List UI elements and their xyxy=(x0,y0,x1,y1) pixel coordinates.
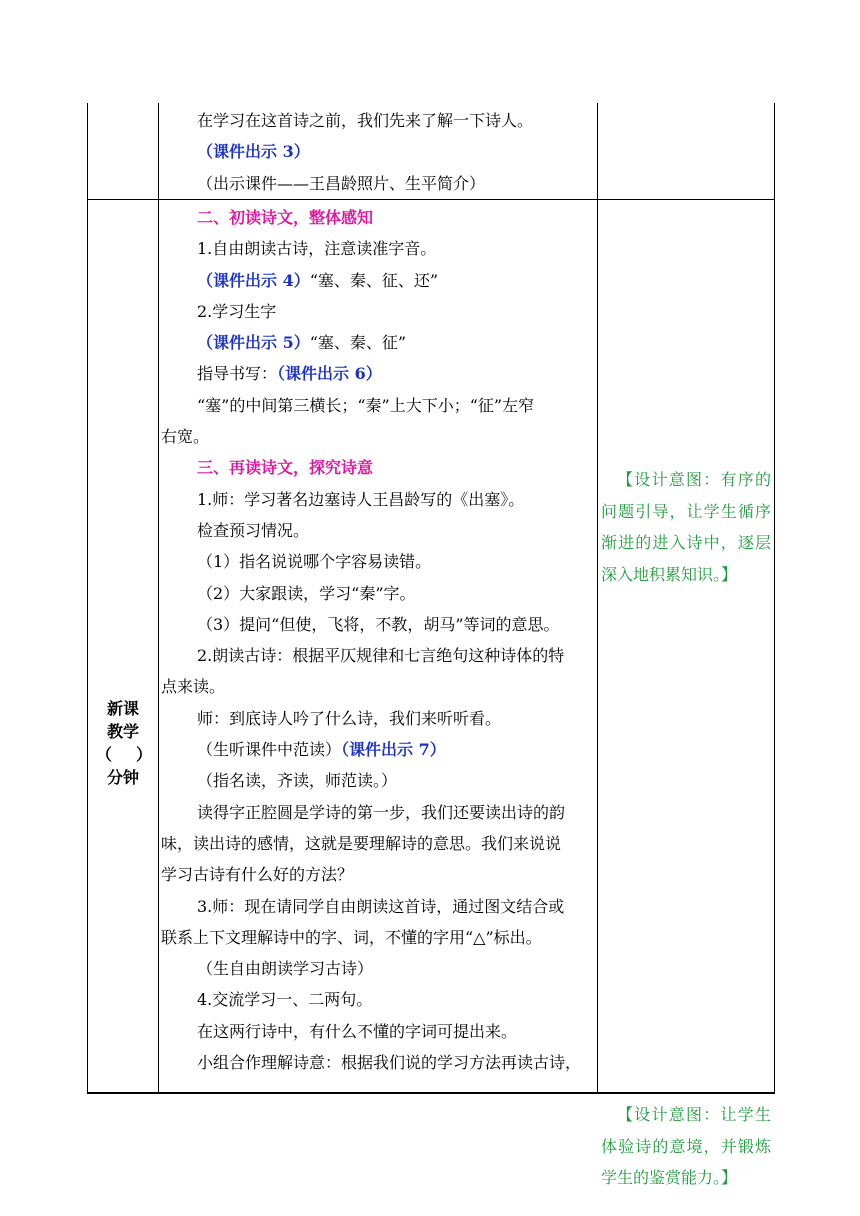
content-line: 小组合作理解诗意：根据我们说的学习方法再读古诗， xyxy=(197,1053,582,1073)
design-intent-cell xyxy=(598,103,775,200)
stage-label-cell xyxy=(88,200,159,1094)
content-line: 在这两行诗中，有什么不懂的字词可提出来。 xyxy=(197,1021,518,1041)
content-line: 4.交流学习一、二两句。 xyxy=(197,990,373,1010)
content-line: 点来读。 xyxy=(161,677,226,697)
content-line: 联系上下文理解诗中的字、词，不懂的字用“△”标出。 xyxy=(161,927,542,947)
stage-label-line: 新课 xyxy=(106,699,139,718)
content-line xyxy=(161,327,595,358)
content-line: 右宽。 xyxy=(161,427,210,447)
content-line: 2.学习生字 xyxy=(197,301,277,321)
content-line: 学习古诗有什么好的方法？ xyxy=(161,865,354,885)
content-line: 检查预习情况。 xyxy=(197,520,310,540)
content-cell xyxy=(159,103,598,200)
content-line xyxy=(161,734,595,765)
courseware-note: （课件出示 5） xyxy=(197,333,310,353)
courseware-note: （课件出示 3） xyxy=(197,142,310,162)
design-intent-note: 【设计意图：让学生体验诗的意境，并锻炼学生的鉴赏能力。】 xyxy=(601,1105,771,1187)
open-paren: （ xyxy=(96,745,113,764)
content-line: 3.师：现在请同学自由朗读这首诗，通过图文结合或 xyxy=(197,896,565,916)
content-text: （生听课件中范读） xyxy=(197,740,342,760)
courseware-note: （课件出示 4） xyxy=(197,270,310,290)
stage-label-line: 分钟 xyxy=(106,768,139,787)
courseware-note: （课件出示 6） xyxy=(277,364,382,384)
courseware-note: （课件出示 7） xyxy=(341,740,446,760)
content-line: （生自由朗读学习古诗） xyxy=(197,959,374,979)
design-intent-note: 【设计意图：有序的问题引导，让学生循序渐进的进入诗中，逐层深入地积累知识。】 xyxy=(601,470,771,584)
table-row xyxy=(88,200,775,1094)
table-row xyxy=(88,103,775,200)
content-line: （3）提问“但使，飞将，不教，胡马”等词的意思。 xyxy=(197,614,560,634)
content-line: （出示课件——王昌龄照片、生平简介） xyxy=(197,173,486,193)
content-line: （1）指名说说哪个字容易读错。 xyxy=(197,552,432,572)
content-text: 指导书写： xyxy=(197,364,278,384)
content-cell xyxy=(159,200,598,1094)
content-line: （2）大家跟读，学习“秦”字。 xyxy=(197,583,416,603)
content-line: 1.自由朗读古诗，注意读准字音。 xyxy=(197,239,437,259)
lesson-plan-table xyxy=(87,103,775,1187)
content-line xyxy=(161,265,595,296)
section-heading: 二、初读诗文，整体感知 xyxy=(197,208,374,227)
content-line: 读得字正腔圆是学诗的第一步，我们还要读出诗的韵 xyxy=(197,802,566,822)
stage-label-cell xyxy=(88,103,159,200)
close-paren: ） xyxy=(135,745,152,764)
content-line: 2.朗读古诗：根据平仄规律和七言绝句这种诗体的特 xyxy=(197,646,565,666)
content-line xyxy=(161,358,595,389)
content-text: “塞、秦、征” xyxy=(309,333,407,353)
content-line: “塞”的中间第三横长；“秦”上大下小；“征”左窄 xyxy=(197,395,535,415)
content-line: （指名读，齐读，师范读。） xyxy=(197,771,398,791)
design-intent-cell xyxy=(598,200,775,1187)
content-line: 1.师：学习著名边塞诗人王昌龄写的《出塞》。 xyxy=(197,489,525,509)
stage-label-line: 教学 xyxy=(106,722,139,741)
stage-label-minutes xyxy=(88,743,158,766)
content-line: 师：到底诗人吟了什么诗，我们来听听看。 xyxy=(197,708,502,728)
content-line: 在学习在这首诗之前，我们先来了解一下诗人。 xyxy=(197,111,534,130)
section-heading: 三、再读诗文，探究诗意 xyxy=(197,458,374,478)
content-text: “塞、秦、征、还” xyxy=(309,270,439,290)
content-line: 味，读出诗的感情，这就是要理解诗的意思。我们来说说 xyxy=(161,833,562,853)
stage-label xyxy=(88,697,158,789)
